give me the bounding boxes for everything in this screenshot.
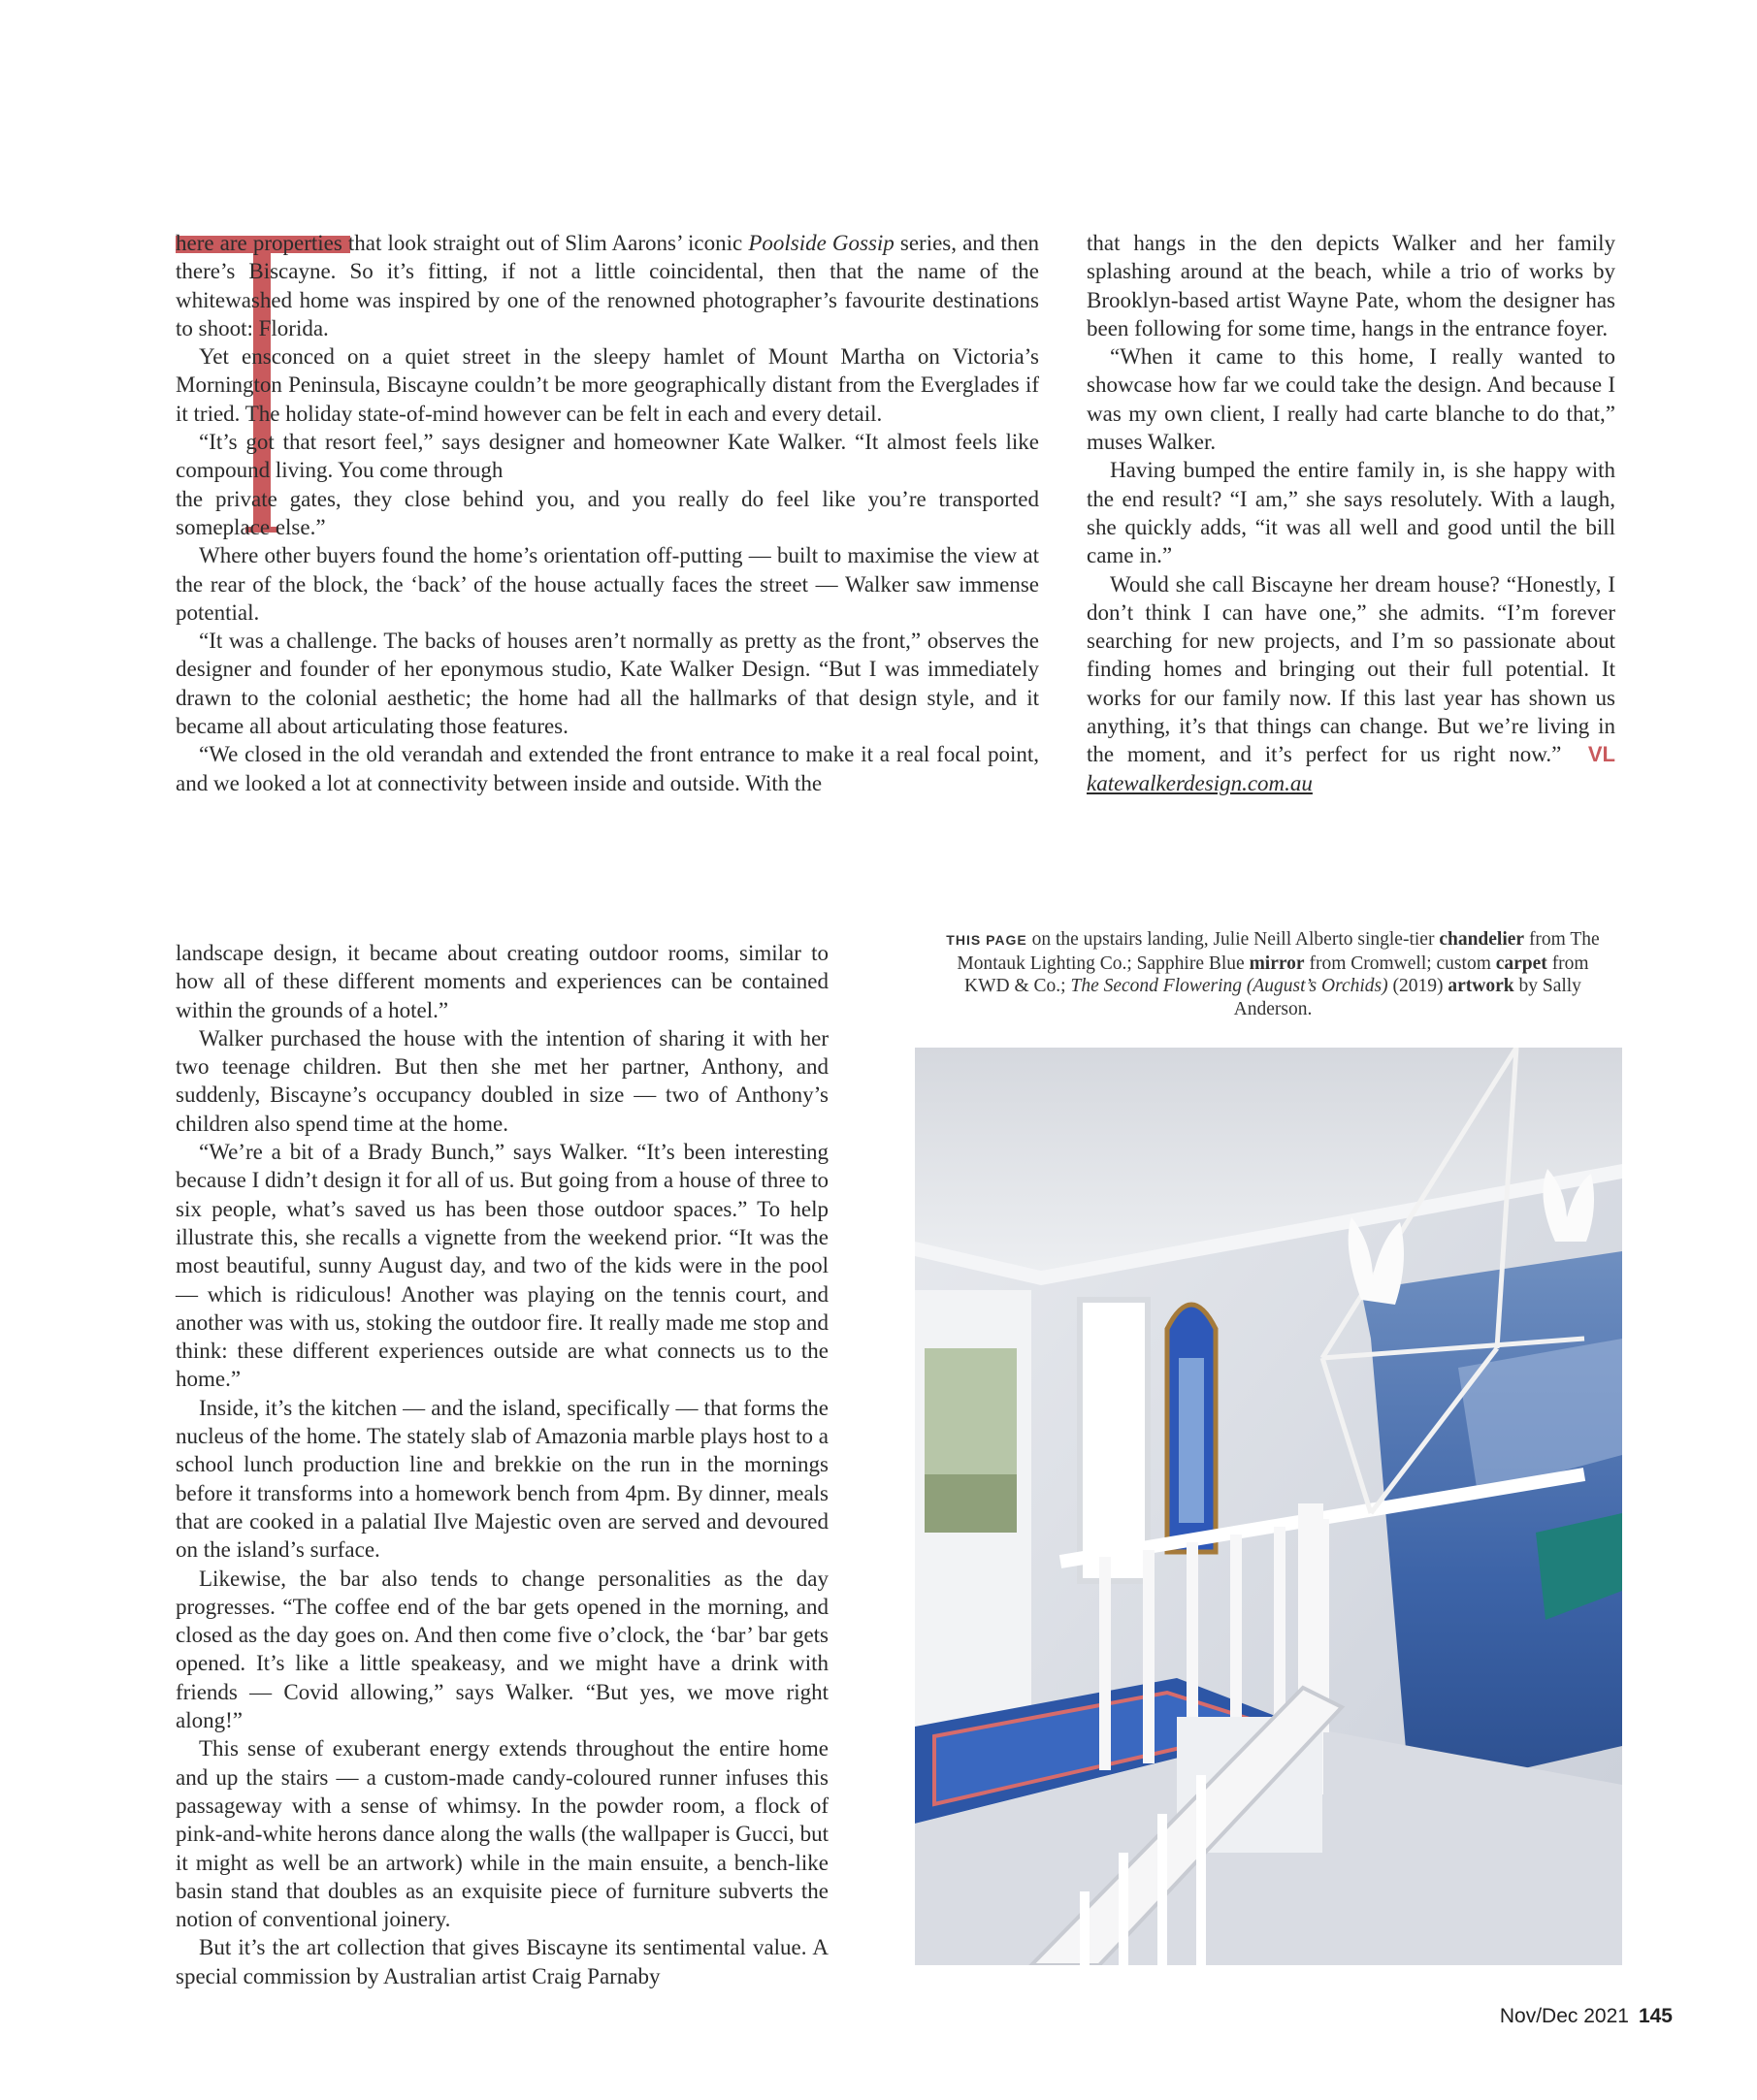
paragraph-1: here are properties that look straight out of Slim Aarons’ iconic Poolside Gossip series, and then there’s Biscayne. So it’s fitting, if not a little coincidental, then that the name of the whitewashed home was inspired by one of the renowned photographer’s favourite destinations to shoot: Florida. xyxy=(176,231,1039,340)
paragraph-r1: that hangs in the den depicts Walker and her family splashing around at the beach, while a trio of works by Brooklyn-based artist Wayne Pate, whom the designer has been following for some time, hangs in the entrance foyer. xyxy=(1087,231,1615,340)
photo-caption: THIS PAGE on the upstairs landing, Julie Neill Alberto single-tier chandelier from The Montauk Lighting Co.; Sapphire Blue mirror from Cromwell; custom carpet from KWD & Co.; The Second Flowering (August’s Orchids) (2019) artwork by Sally Anderson. xyxy=(946,929,1600,1019)
website-link[interactable]: katewalkerdesign.com.au xyxy=(1087,770,1313,795)
paragraph-7: Walker purchased the house with the intention of sharing it with her two teenage children. But then she met her partner, Anthony, and suddenly, Biscayne’s occupancy doubled in size — two of Anthony’s children also spend time at the home. xyxy=(176,1025,829,1136)
paragraph-3a: “It’s got that resort feel,” says designer and homeowner Kate Walker. “It almost feels like compound living. You come through xyxy=(176,430,1039,483)
landing-photograph xyxy=(915,1048,1622,1965)
article-column-left xyxy=(176,229,1039,797)
paragraph-10: Likewise, the bar also tends to change personalities as the day progresses. “The coffee end of the bar gets opened in the morning, and closed as the day goes on. And then come five o’clock, the ‘bar’ bar gets opened. It’s like a little speakeasy, and we might have a drink with friends — Covid allowing,” says Walker. “But yes, we move right along!” xyxy=(176,1566,829,1733)
paragraph-11: This sense of exuberant energy extends throughout the entire home and up the stairs — a custom-made candy-coloured runner infuses this passageway with a sense of whimsy. In the powder room, a flock of pink-and-white herons dance along the walls (the wallpaper is Gucci, but it might as well be an artwork) while in the main ensuite, a bench-like basin stand that doubles as an exquisite piece of furniture subverts the notion of conventional joinery. xyxy=(176,1736,829,1932)
article-column-right xyxy=(1087,229,1615,797)
author-signature: VL xyxy=(1587,742,1615,767)
paragraph-3b: the private gates, they close behind you, and you really do feel like you’re transported someplace else.” xyxy=(176,486,1039,539)
paragraph-8: “We’re a bit of a Brady Bunch,” says Walker. “It’s been interesting because I didn’t design it for all of us. But going from a house of three to six people, what’s saved us has been those outdoor spaces.” To help illustrate this, she recalls a vignette from the weekend prior. “It was the most beautiful, sunny August day, and two of the kids were in the pool — which is ridiculous! Another was playing on the tennis court, and another was with us, stoking the outdoor fire. It really made me stop and think: these different experiences outside are what connects us to the home.” xyxy=(176,1140,829,1392)
paragraph-6b: landscape design, it became about creating outdoor rooms, similar to how all of these different moments and experiences can be contained within the grounds of a hotel.” xyxy=(176,941,829,1022)
paragraph-2: Yet ensconced on a quiet street in the sleepy hamlet of Mount Martha on Victoria’s Mornington Peninsula, Biscayne couldn’t be more geographically distant from the Everglades if it tried. The holiday state-of-mind however can be felt in each and every detail. xyxy=(176,344,1039,426)
paragraph-9: Inside, it’s the kitchen — and the island, specifically — that forms the nucleus of the home. The stately slab of Amazonia marble plays host to a school lunch production line and brekkie on the run in the mornings before it transforms into a homework bench from 4pm. By dinner, meals that are cooked in a palatial Ilve Majestic oven are served and devoured on the island’s surface. xyxy=(176,1395,829,1563)
article-column-left-narrow xyxy=(176,939,829,1990)
paragraph-r4: Would she call Biscayne her dream house? “Honestly, I don’t think I can have one,” she admits. “I’m forever searching for new projects, and I’m so passionate about finding homes and bringing out their full potential. It works for our family now. If this last year has shown us anything, it’s that things can change. But we’re living in the moment, and it’s perfect for us right now.” VL katewalkerdesign.com.au xyxy=(1087,571,1615,795)
page-folio xyxy=(1500,2005,1673,2028)
page-number: 145 xyxy=(1638,2005,1673,2027)
issue-date: Nov/Dec 2021 xyxy=(1499,2005,1629,2027)
paragraph-5: “It was a challenge. The backs of houses aren’t normally as pretty as the front,” observes the designer and founder of her eponymous studio, Kate Walker Design. “But I was immediately drawn to the colonial aesthetic; the home had all the hallmarks of that design style, and it became all about articulating those features. xyxy=(176,629,1039,739)
paragraph-12: But it’s the art collection that gives Biscayne its sentimental value. A special commission by Australian artist Craig Parnaby xyxy=(176,1935,829,1988)
paragraph-4: Where other buyers found the home’s orientation off-putting — built to maximise the view at the rear of the block, the ‘back’ of the house actually faces the street — Walker saw immense potential. xyxy=(176,543,1039,625)
paragraph-6a: “We closed in the old verandah and extended the front entrance to make it a real focal point, and we looked a lot at connectivity between inside and outside. With the xyxy=(176,742,1039,795)
paragraph-r3: Having bumped the entire family in, is she happy with the end result? “I am,” she says resolutely. With a laugh, she quickly adds, “it was all well and good until the bill came in.” xyxy=(1087,458,1615,568)
paragraph-r2: “When it came to this home, I really wanted to showcase how far we could take the design. And because I was my own client, I really had carte blanche to do that,” muses Walker. xyxy=(1087,344,1615,455)
